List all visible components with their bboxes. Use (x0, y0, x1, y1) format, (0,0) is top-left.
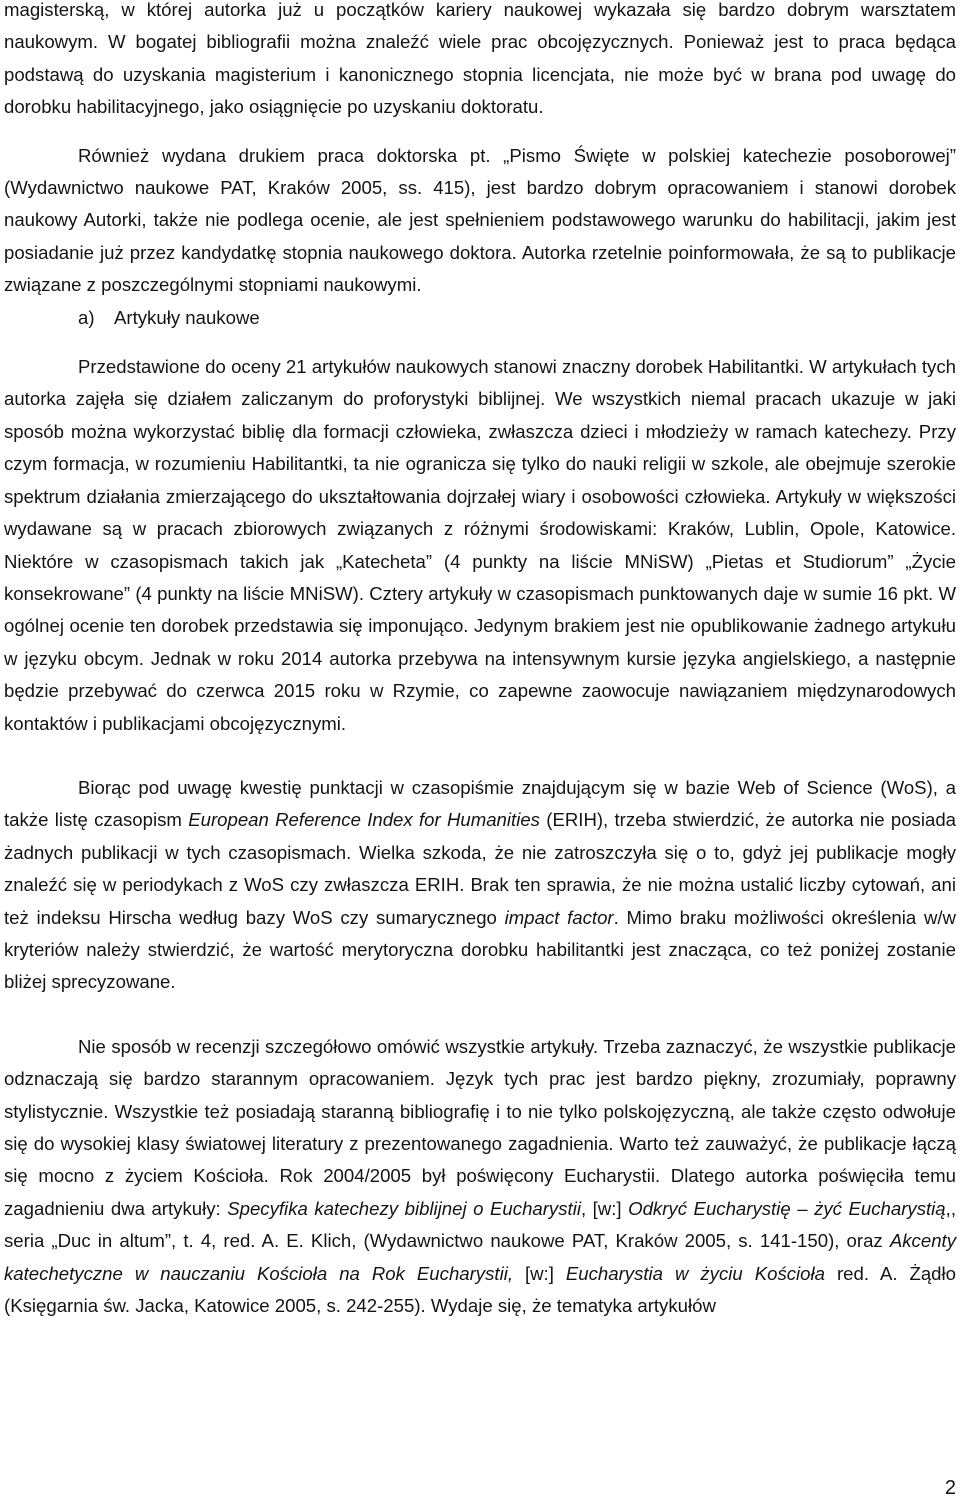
section-heading-letter: a) (78, 306, 95, 328)
text-run: . Mimo braku możliwości określenia w/w kryteriów należy stwierdzić, że wartość merytoryczna dorobku habilitantki jest znacząca, co też poniżej zostanie bliżej sprecyzowane. (4, 906, 956, 993)
document-page (4, 0, 956, 1322)
text-run: Nie sposób w recenzji szczegółowo omówić wszystkie artykuły. Trzeba zaznaczyć, że wszystkie publikacje odznaczają się bardzo starannym opracowaniem. Język tych prac jest bardzo piękny, zrozumiały, poprawny stylistycznie. Wszystkie też posiadają staranną bibliografię i to nie tylko polskojęzyczną, ale także często odwołuje się do wysokiej klasy światowej literatury z prezentowanego zagadnienia. Warto też zauważyć, że publikacje łączą się mocno z życiem Kościoła. Rok 2004/2005 był poświęcony Eucharystii. Dlatego autorka poświęciła temu zagadnieniu dwa artykuły: (4, 1035, 956, 1219)
italic-term: impact factor (504, 906, 614, 928)
paragraph-intro: magisterską, w której autorka już u początków kariery naukowej wykazała się bardzo dobrym warsztatem naukowym. W bogatej bibliografii można znaleźć wiele prac obcojęzycznych. Ponieważ jest to praca będąca podstawą do uzyskania magisterium i kanonicznego stopnia licencjata, nie może być w brana pod uwagę do dorobku habilitacyjnego, jako osiągnięcie po uzyskaniu doktoratu. (4, 0, 956, 118)
text-run: Biorąc pod uwagę kwestię punktacji w czasopiśmie znajdującym się w bazie Web of Science (WoS), a także listę czasopism (4, 776, 956, 831)
paragraph-review (4, 1031, 956, 1323)
italic-title: Akcenty katechetyczne w nauczaniu Kościoła na Rok Eucharystii, (4, 1230, 956, 1284)
italic-title: Odkryć Eucharystię – żyć Eucharystią (628, 1197, 946, 1219)
italic-title: European Reference Index for Humanities (188, 809, 540, 831)
italic-title: Eucharystia w życiu Kościoła (565, 1262, 825, 1284)
page-number: 2 (944, 1477, 956, 1499)
section-heading (4, 302, 956, 334)
text-run: red. A. Żądło (Księgarnia św. Jacka, Katowice 2005, s. 242-255). Wydaje się, że tematyka artykułów (4, 1262, 956, 1317)
text-run: ,, seria „Duc in altum”, t. 4, red. A. E. Klich, (Wydawnictwo naukowe PAT, Kraków 2005, s. 141-150), oraz (4, 1197, 956, 1252)
text-run: (ERIH), trzeba stwierdzić, że autorka nie posiada żadnych publikacji w tych czasopismach. Wielka szkoda, że nie zatroszczyła się o to, gdyż jej publikacje mogły znaleźć się w periodykach z WoS czy zwłaszcza ERIH. Brak ten sprawia, że nie można ustalić liczby cytowań, ani też indeksu Hirscha według bazy WoS czy sumarycznego (4, 809, 957, 928)
paragraph-articles: Przedstawione do oceny 21 artykułów naukowych stanowi znaczny dorobek Habilitantki. W artykułach tych autorka zajęła się działem zaliczanym do proforystyki biblijnej. We wszystkich niemal pracach ukazuje w jaki sposób można wykorzystać biblię dla formacji człowieka, zwłaszcza dzieci i młodzieży w ramach katechezy. Przy czym formacja, w rozumieniu Habilitantki, ta nie ogranicza się tylko do nauki religii w szkole, ale obejmuje szerokie spektrum działania zmierzającego do ukształtowania dojrzałej wiary i osobowości człowieka. Artykuły w większości wydawane są w pracach zbiorowych związanych z różnymi środowiskami: Kraków, Lublin, Opole, Katowice. Niektóre w czasopismach takich jak „Katecheta” (4 punkty na liście MNiSW) „Pietas et Studiorum” „Życie konsekrowane” (4 punkty na liście MNiSW). Cztery artykuły w czasopismach punktowanych daje w sumie 16 pkt. W ogólnej ocenie ten dorobek przedstawia się imponująco. Jedynym brakiem jest nie opublikowanie żadnego artykułu w języku obcym. Jednak w roku 2014 autorka przebywa na intensywnym kursie języka angielskiego, a następnie będzie przebywać do czerwca 2015 roku w Rzymie, co zapewne zaowocuje nawiązaniem międzynarodowych kontaktów i publikacjami obcojęzycznymi. (4, 356, 956, 734)
paragraph-wos (4, 772, 956, 999)
section-heading-title: Artykuły naukowe (114, 306, 260, 328)
text-run: [w:] (513, 1262, 566, 1284)
italic-title: Specyfika katechezy biblijnej o Eucharystii (227, 1197, 581, 1219)
text-run: , [w:] (580, 1197, 629, 1219)
paragraph-doctoral-thesis: Również wydana drukiem praca doktorska pt. „Pismo Święte w polskiej katechezie posoborowej” (Wydawnictwo naukowe PAT, Kraków 2005, ss. 415), jest bardzo dobrym opracowaniem i stanowi dorobek naukowy Autorki, także nie podlega ocenie, ale jest spełnieniem podstawowego warunku do habilitacji, jakim jest posiadanie już przez kandydatkę stopnia naukowego doktora. Autorka rzetelnie poinformowała, że są to publikacje związane z poszczególnymi stopniami naukowymi. (4, 144, 956, 296)
